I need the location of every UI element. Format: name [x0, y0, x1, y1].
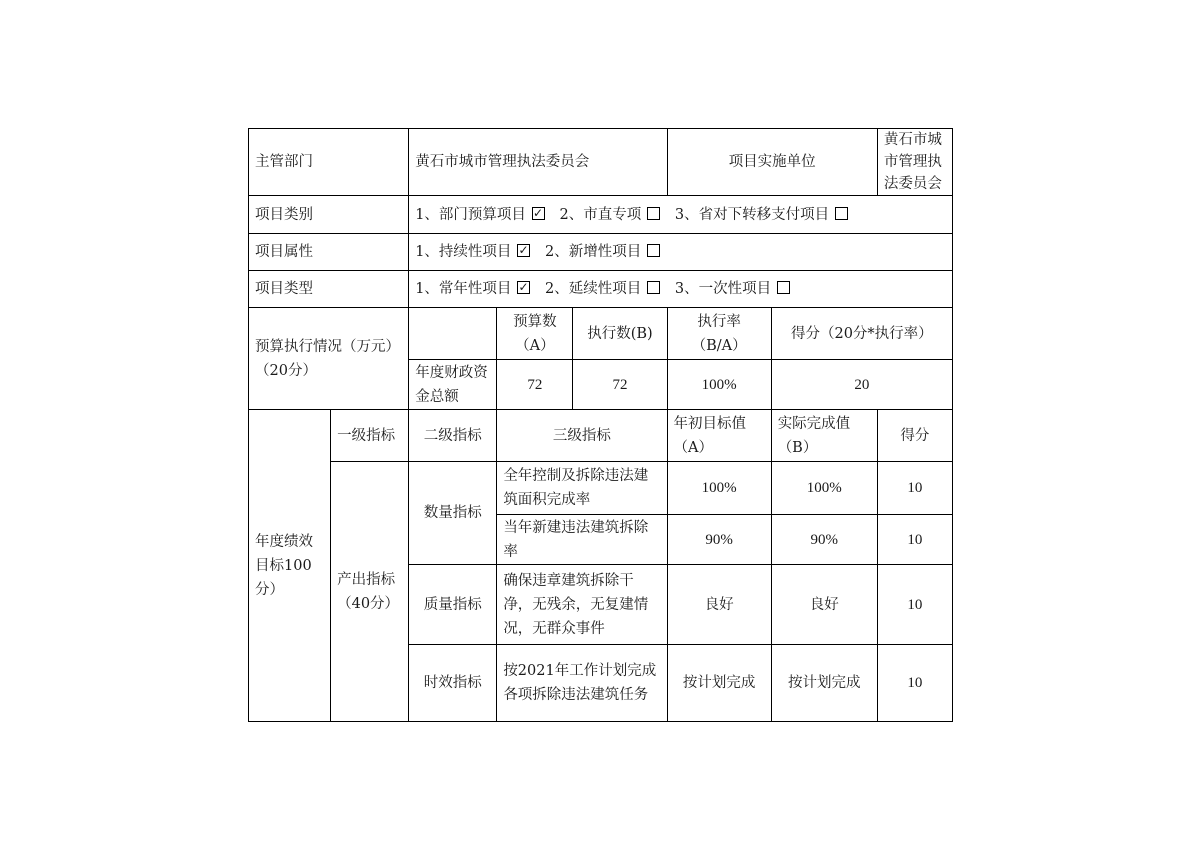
category-option: 3、省对下转移支付项目	[675, 203, 848, 227]
type-option: 2、延续性项目	[545, 277, 660, 301]
empty-box-icon[interactable]	[647, 281, 660, 294]
attribute-label: 项目属性	[249, 234, 409, 271]
empty-box-icon[interactable]	[647, 244, 660, 257]
perf-row-l3: 当年新建违法建筑拆除率	[497, 515, 667, 565]
perf-row-target: 良好	[667, 565, 771, 645]
impl-value: 黄石市城市管理执法委员会	[877, 129, 952, 196]
perf-level1: 产出指标（40分）	[331, 462, 409, 722]
perf-row-l3: 确保违章建筑拆除干净，无残余，无复建情况，无群众事件	[497, 565, 667, 645]
empty-box-icon[interactable]	[777, 281, 790, 294]
perf-row-target: 按计划完成	[667, 645, 771, 722]
budget-label: 预算执行情况（万元）（20分）	[249, 308, 409, 410]
type-options	[409, 271, 953, 308]
perf-row-score: 10	[877, 515, 952, 565]
empty-box-icon[interactable]	[647, 207, 660, 220]
budget-col-score: 得分（20分*执行率）	[771, 308, 952, 360]
perf-h-target: 年初目标值（A）	[667, 410, 771, 462]
checked-box-icon[interactable]	[517, 281, 530, 294]
perf-label: 年度绩效目标100分）	[249, 410, 331, 722]
perf-h-score: 得分	[877, 410, 952, 462]
checked-box-icon[interactable]	[532, 207, 545, 220]
perf-row-score: 10	[877, 565, 952, 645]
perf-h-level2: 二级指标	[409, 410, 497, 462]
empty-box-icon[interactable]	[835, 207, 848, 220]
perf-quantity-label: 数量指标	[409, 462, 497, 565]
type-option: 1、常年性项目✓	[415, 277, 530, 301]
performance-table	[248, 128, 953, 722]
perf-quality-label: 质量指标	[409, 565, 497, 645]
attribute-options	[409, 234, 953, 271]
budget-value-rate: 100%	[667, 360, 771, 410]
impl-label: 项目实施单位	[667, 129, 877, 196]
perf-h-level1: 一级指标	[331, 410, 409, 462]
budget-col-a: 预算数（A）	[497, 308, 573, 360]
perf-row-actual: 90%	[771, 515, 877, 565]
perf-row-target: 90%	[667, 515, 771, 565]
budget-col-b: 执行数(B)	[573, 308, 667, 360]
perf-h-actual: 实际完成值（B）	[771, 410, 877, 462]
budget-empty-cell	[409, 308, 497, 360]
dept-value: 黄石市城市管理执法委员会	[409, 129, 667, 196]
perf-h-level3: 三级指标	[497, 410, 667, 462]
perf-row-l3: 按2021年工作计划完成各项拆除违法建筑任务	[497, 645, 667, 722]
category-option: 1、部门预算项目✓	[415, 203, 545, 227]
checked-box-icon[interactable]	[517, 244, 530, 257]
budget-value-score: 20	[771, 360, 952, 410]
dept-label: 主管部门	[249, 129, 409, 196]
perf-row-actual: 100%	[771, 462, 877, 515]
budget-value-b: 72	[573, 360, 667, 410]
budget-value-a: 72	[497, 360, 573, 410]
perf-row-actual: 按计划完成	[771, 645, 877, 722]
perf-row-score: 10	[877, 645, 952, 722]
perf-row-score: 10	[877, 462, 952, 515]
attribute-option: 2、新增性项目	[545, 240, 660, 264]
attribute-option: 1、持续性项目✓	[415, 240, 530, 264]
perf-row-target: 100%	[667, 462, 771, 515]
type-option: 3、一次性项目	[675, 277, 790, 301]
perf-row-actual: 良好	[771, 565, 877, 645]
type-label: 项目类型	[249, 271, 409, 308]
category-options	[409, 196, 953, 234]
budget-col-rate: 执行率（B/A）	[667, 308, 771, 360]
budget-row-label: 年度财政资金总额	[409, 360, 497, 410]
perf-row-l3: 全年控制及拆除违法建筑面积完成率	[497, 462, 667, 515]
category-label: 项目类别	[249, 196, 409, 234]
perf-timeliness-label: 时效指标	[409, 645, 497, 722]
category-option: 2、市直专项	[560, 203, 661, 227]
